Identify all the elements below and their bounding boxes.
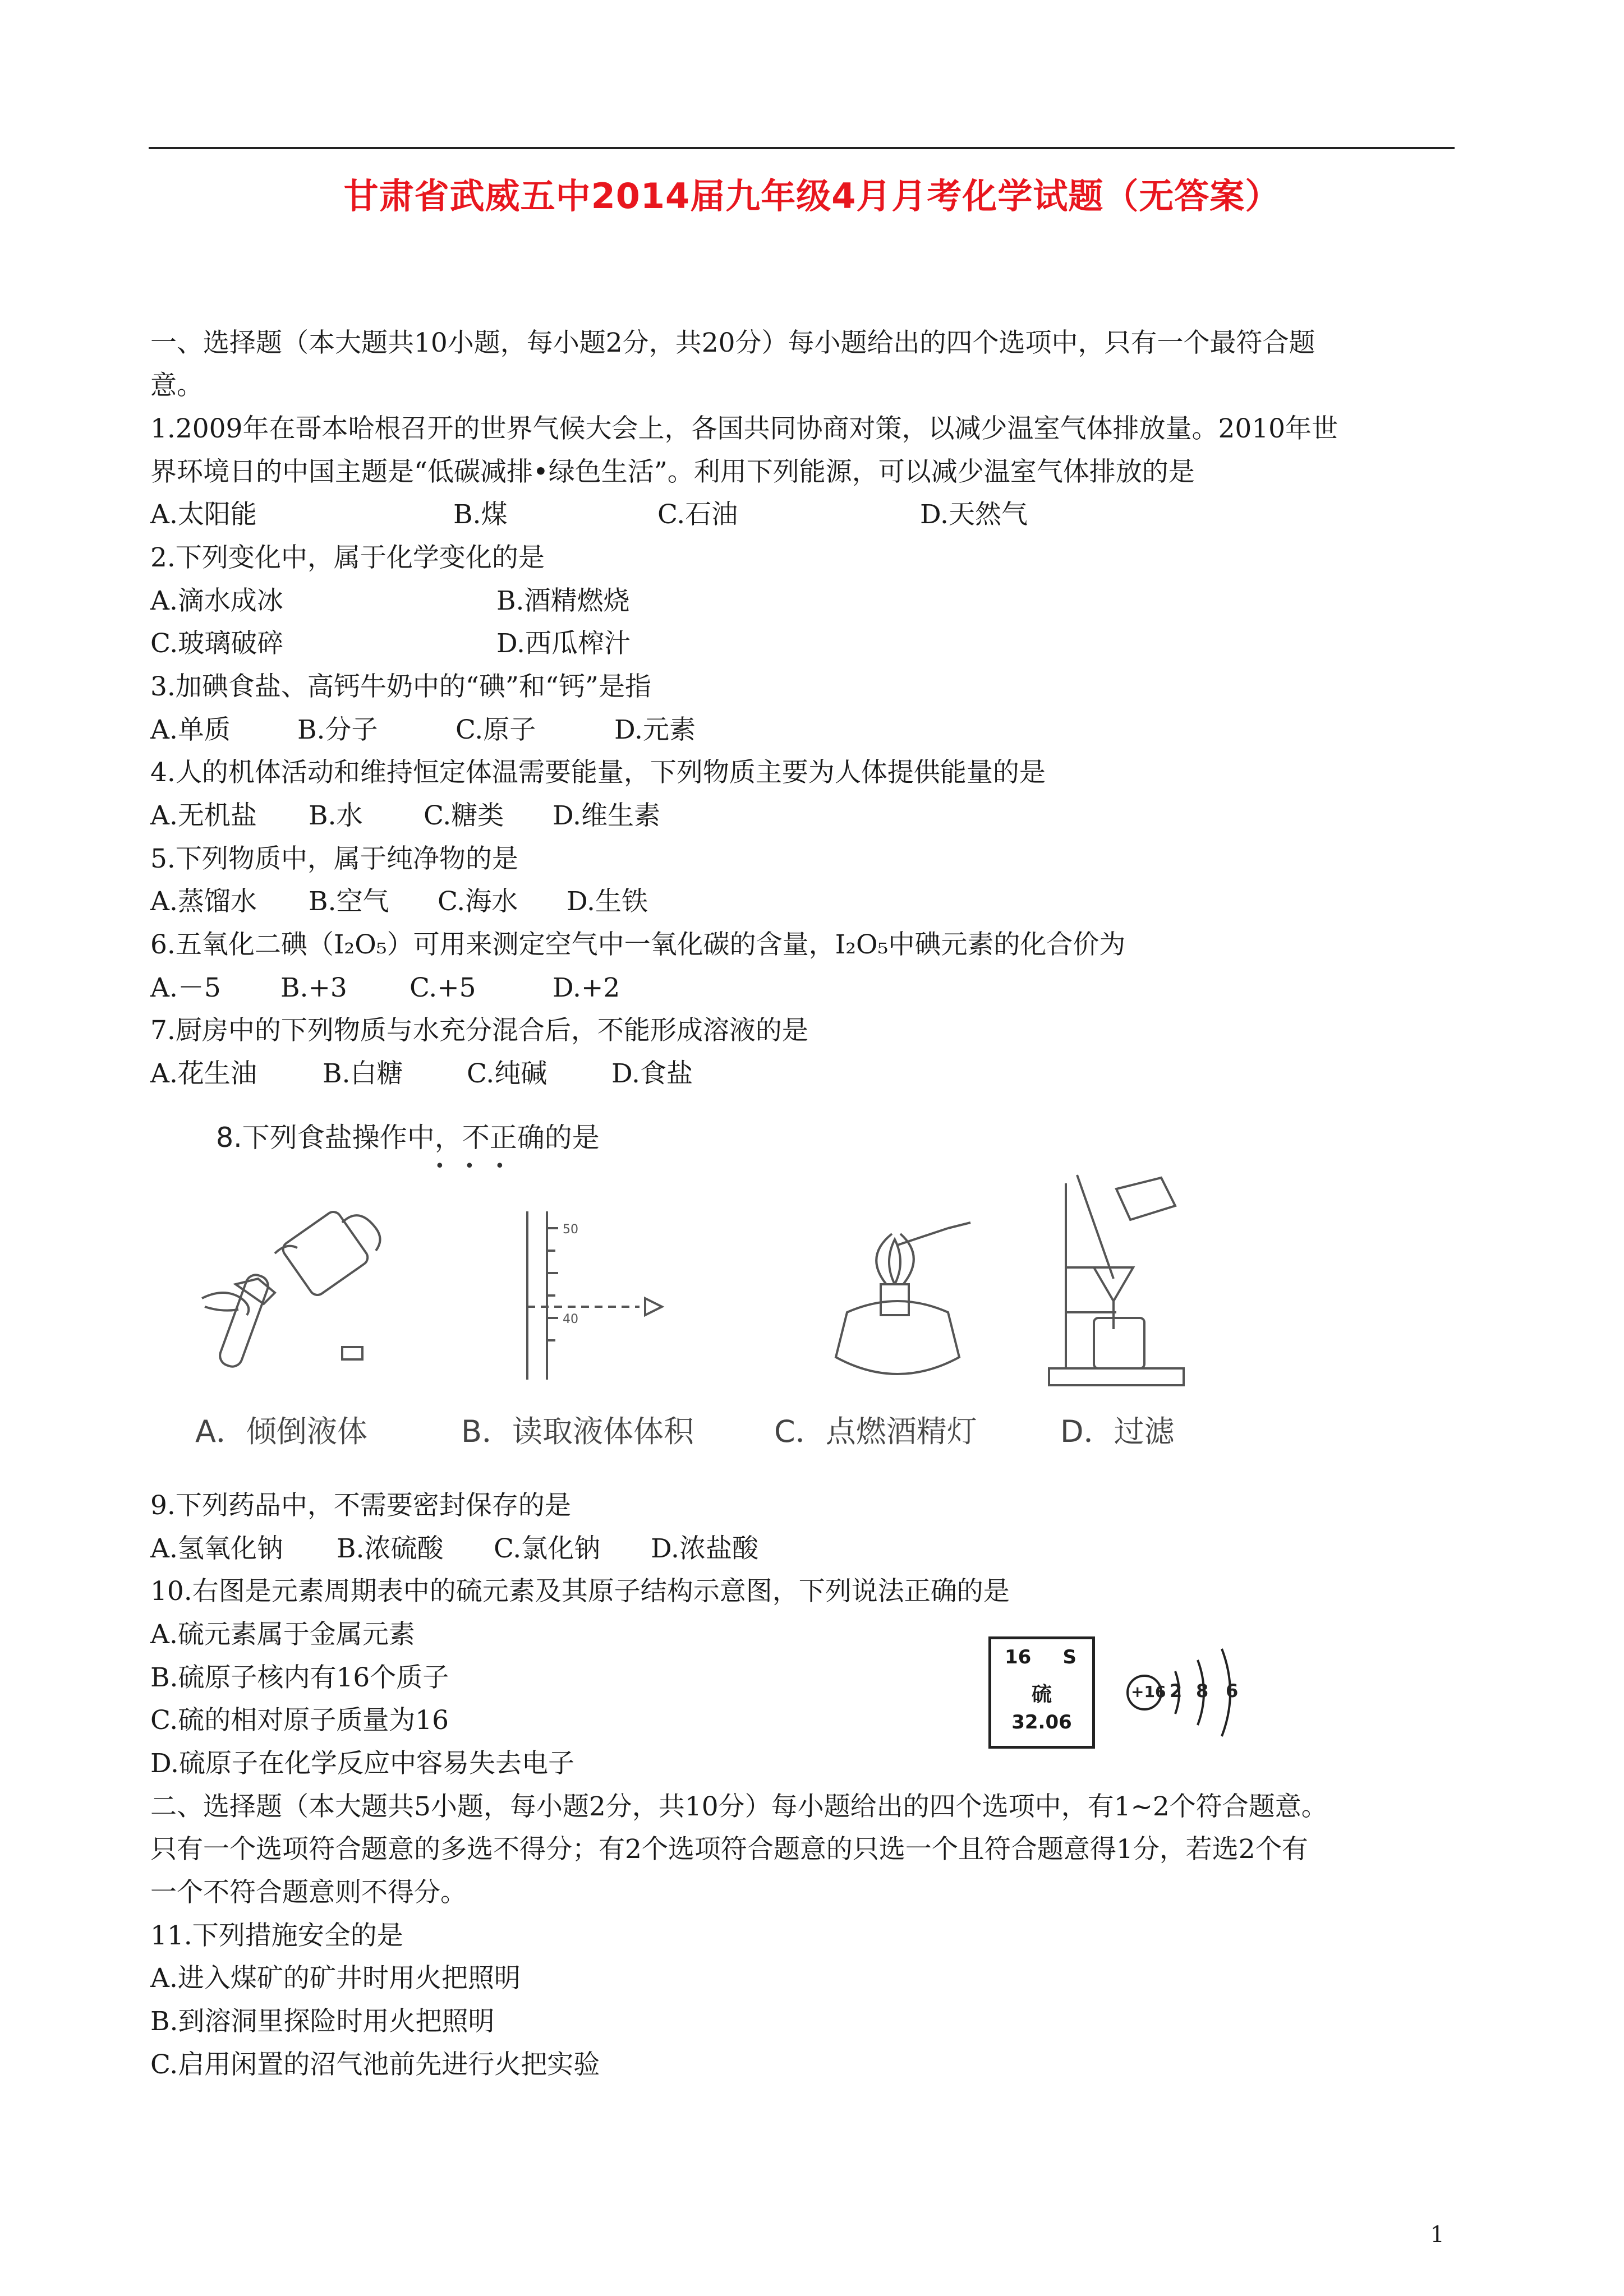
q5-option-a: A.蒸馏水 xyxy=(150,886,257,917)
q1-option-a: A.太阳能 xyxy=(150,499,257,530)
figure-caption-a: A．倾倒液体 xyxy=(195,1414,367,1449)
q3-option-b: B.分子 xyxy=(297,714,378,745)
q5-option-b: B.空气 xyxy=(309,886,389,917)
q10-option-b: B.硫原子核内有16个质子 xyxy=(150,1662,449,1693)
atomic-number: 16 xyxy=(1005,1646,1032,1668)
figure-pouring-liquid xyxy=(191,1200,415,1385)
q3-option-c: C.原子 xyxy=(456,714,536,745)
q2-option-b: B.酒精燃烧 xyxy=(496,585,630,616)
q3-stem: 3.加碘食盐、高钙牛奶中的“碘”和“钙”是指 xyxy=(150,671,651,702)
element-name: 硫 xyxy=(1031,1683,1052,1706)
emphasis-dot: • xyxy=(464,1156,475,1176)
q8-stem: 8.下列食盐操作中，不正确的是 xyxy=(216,1122,600,1154)
element-symbol: S xyxy=(1062,1646,1076,1668)
q11-stem: 11.下列措施安全的是 xyxy=(150,1920,403,1951)
shell-electrons: 6 xyxy=(1226,1680,1239,1702)
q9-option-d: D.浓盐酸 xyxy=(651,1533,758,1564)
q3-option-a: A.单质 xyxy=(150,714,231,745)
q10-option-a: A.硫元素属于金属元素 xyxy=(150,1619,415,1650)
q7-stem: 7.厨房中的下列物质与水充分混合后，不能形成溶液的是 xyxy=(150,1015,808,1046)
q1-stem: 1.2009年在哥本哈根召开的世界气候大会上，各国共同协商对策，以减少温室气体排放量。2010年世 xyxy=(150,413,1338,444)
q9-option-c: C.氯化钠 xyxy=(494,1533,601,1564)
header-rule xyxy=(149,147,1455,149)
q2-option-a: A.滴水成冰 xyxy=(150,585,283,616)
q6-option-b: B.+3 xyxy=(280,972,347,1003)
emphasis-dot: • xyxy=(435,1156,445,1176)
section1-intro-cont: 意。 xyxy=(150,370,203,401)
section1-intro: 一、选择题（本大题共10小题，每小题2分，共20分）每小题给出的四个选项中，只有一个最符合题 xyxy=(150,328,1315,358)
q4-stem: 4.人的机体活动和维持恒定体温需要能量，下列物质主要为人体提供能量的是 xyxy=(150,757,1046,788)
scale-label: 40 xyxy=(563,1312,578,1326)
q7-option-a: A.花生油 xyxy=(150,1058,257,1089)
page-title: 甘肃省武威五中2014届九年级4月月考化学试题（无答案） xyxy=(343,176,1281,216)
figure-caption-d: D．过滤 xyxy=(1060,1414,1175,1449)
section2-intro: 二、选择题（本大题共5小题，每小题2分，共10分）每小题给出的四个选项中，有1~2个符合题意。 xyxy=(150,1791,1328,1822)
q4-option-b: B.水 xyxy=(309,800,363,831)
q5-option-d: D.生铁 xyxy=(567,886,648,917)
figure-alcohol-lamp xyxy=(802,1217,993,1385)
q9-option-b: B.浓硫酸 xyxy=(337,1533,444,1564)
q7-option-c: C.纯碱 xyxy=(467,1058,548,1089)
figure-reading-volume xyxy=(505,1206,696,1385)
q10-stem: 10.右图是元素周期表中的硫元素及其原子结构示意图，下列说法正确的是 xyxy=(150,1576,1010,1607)
q11-option-a: A.进入煤矿的矿井时用火把照明 xyxy=(150,1963,521,1994)
q9-stem: 9.下列药品中，不需要密封保存的是 xyxy=(150,1490,571,1521)
q7-option-b: B.白糖 xyxy=(323,1058,403,1089)
q6-option-c: C.+5 xyxy=(410,972,476,1003)
q5-option-c: C.海水 xyxy=(438,886,518,917)
figure-caption-b: B．读取液体体积 xyxy=(461,1414,694,1449)
q1-option-b: B.煤 xyxy=(453,499,508,530)
nucleus-charge: +16 xyxy=(1131,1682,1166,1701)
q11-option-c: C.启用闲置的沼气池前先进行火把实验 xyxy=(150,2049,600,2080)
q10-option-d: D.硫原子在化学反应中容易失去电子 xyxy=(150,1748,574,1779)
q3-option-d: D.元素 xyxy=(614,714,696,745)
page-number: 1 xyxy=(1430,2222,1444,2248)
q6-stem: 6.五氧化二碘（I₂O₅）可用来测定空气中一氧化碳的含量，I₂O₅中碘元素的化合价为 xyxy=(150,929,1126,960)
emphasis-dot: • xyxy=(495,1156,505,1176)
q2-option-c: C.玻璃破碎 xyxy=(150,628,284,659)
q5-stem: 5.下列物质中，属于纯净物的是 xyxy=(150,843,518,874)
q4-option-a: A.无机盐 xyxy=(150,800,257,831)
figure-filtration xyxy=(1027,1167,1229,1391)
q6-option-a: A.－5 xyxy=(150,972,221,1003)
q4-option-c: C.糖类 xyxy=(424,800,504,831)
q1-option-d: D.天然气 xyxy=(920,499,1028,530)
q9-option-a: A.氢氧化钠 xyxy=(150,1533,283,1564)
shell-electrons: 8 xyxy=(1196,1680,1209,1702)
q1-stem-cont: 界环境日的中国主题是“低碳减排•绿色生活”。利用下列能源，可以减少温室气体排放的是 xyxy=(150,457,1195,487)
q6-option-d: D.+2 xyxy=(553,972,620,1003)
periodic-table-cell xyxy=(988,1636,1095,1749)
q2-stem: 2.下列变化中，属于化学变化的是 xyxy=(150,542,545,573)
scale-label: 50 xyxy=(563,1223,578,1237)
q11-option-b: B.到溶洞里探险时用火把照明 xyxy=(150,2006,495,2037)
q10-option-c: C.硫的相对原子质量为16 xyxy=(150,1705,449,1736)
atomic-mass: 32.06 xyxy=(1011,1711,1072,1733)
q2-option-d: D.西瓜榨汁 xyxy=(496,628,631,659)
figure-caption-c: C．点燃酒精灯 xyxy=(774,1414,977,1449)
section2-intro-cont: 一个不符合题意则不得分。 xyxy=(150,1877,467,1908)
q7-option-d: D.食盐 xyxy=(611,1058,693,1089)
shell-electrons: 2 xyxy=(1170,1680,1183,1702)
section2-intro-cont: 只有一个选项符合题意的多选不得分；有2个选项符合题意的只选一个且符合题意得1分，若选2个有 xyxy=(150,1834,1308,1865)
q4-option-d: D.维生素 xyxy=(553,800,660,831)
q1-option-c: C.石油 xyxy=(657,499,738,530)
